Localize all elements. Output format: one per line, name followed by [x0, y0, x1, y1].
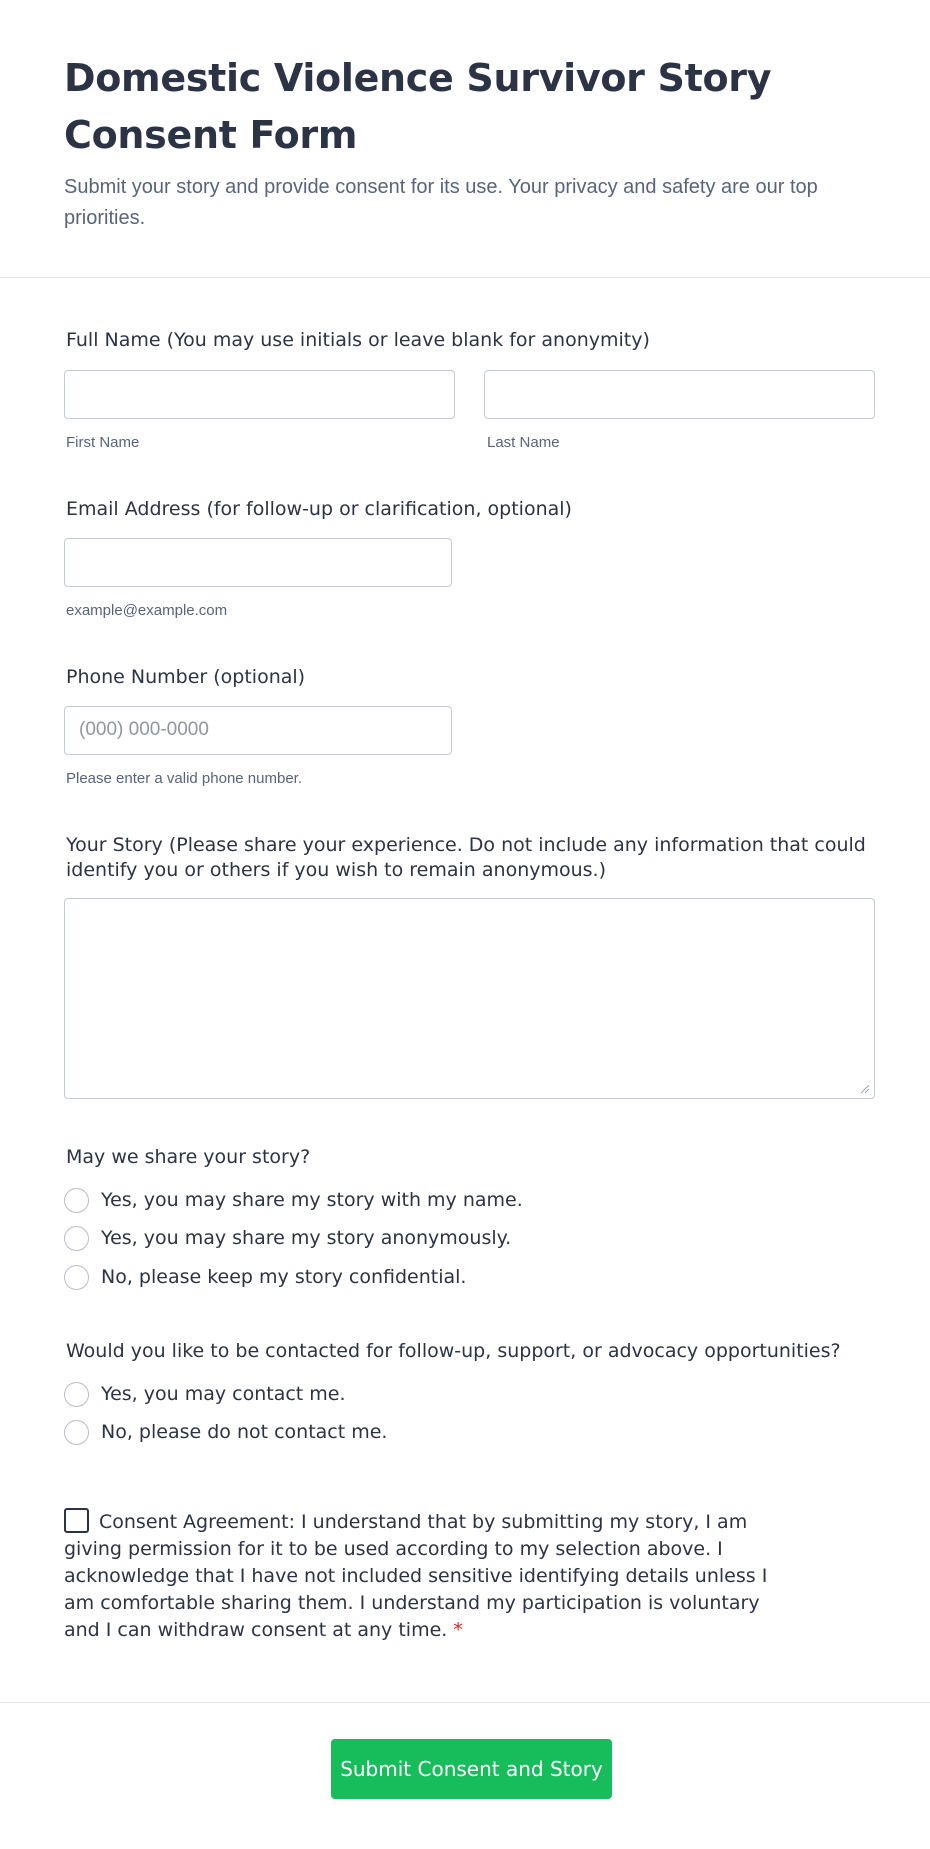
last-name-input[interactable] [484, 370, 875, 419]
radio-icon[interactable] [64, 1382, 89, 1407]
radio-icon[interactable] [64, 1226, 89, 1251]
share-option-confidential[interactable] [64, 1262, 466, 1292]
submit-button-label: Submit Consent and Story [340, 1757, 603, 1781]
phone-input[interactable] [64, 706, 452, 755]
radio-label: Yes, you may share my story anonymously. [101, 1227, 512, 1249]
radio-icon[interactable] [64, 1420, 89, 1445]
phone-label: Phone Number (optional) [66, 666, 306, 688]
radio-icon[interactable] [64, 1188, 89, 1213]
first-name-sublabel: First Name [66, 434, 140, 451]
radio-icon[interactable] [64, 1265, 89, 1290]
phone-sublabel: Please enter a valid phone number. [66, 770, 302, 787]
resize-handle-icon[interactable] [860, 1084, 870, 1094]
share-option-anonymously[interactable] [64, 1223, 511, 1253]
share-option-with-name[interactable] [64, 1185, 523, 1215]
last-name-sublabel: Last Name [487, 434, 560, 451]
page-title: Domestic Violence Survivor Story Consent Form [64, 56, 772, 157]
required-asterisk: * [453, 1619, 463, 1641]
radio-label: Yes, you may contact me. [101, 1383, 346, 1405]
contact-question-label: Would you like to be contacted for follow-up, support, or advocacy opportunities? [66, 1340, 841, 1362]
page-subtitle: Submit your story and provide consent for its use. Your privacy and safety are our top priorities. [64, 176, 818, 229]
footer-divider [0, 1702, 930, 1703]
email-label: Email Address (for follow-up or clarification, optional) [66, 498, 572, 520]
consent-agreement [64, 1508, 784, 1644]
first-name-input[interactable] [64, 370, 455, 419]
story-consent-form [0, 278, 930, 1781]
email-input[interactable] [64, 538, 452, 587]
share-question-label: May we share your story? [66, 1146, 311, 1168]
story-label: Your Story (Please share your experience. Do not include any information that could identify you or others if you wish to remain anonymous.) [66, 834, 866, 881]
contact-option-no[interactable] [64, 1417, 387, 1447]
radio-label: Yes, you may share my story with my name. [101, 1189, 523, 1211]
radio-label: No, please do not contact me. [101, 1421, 388, 1443]
story-textarea[interactable] [64, 898, 875, 1099]
form-header [0, 0, 930, 278]
full-name-label: Full Name (You may use initials or leave blank for anonymity) [66, 329, 650, 351]
submit-button[interactable] [331, 1739, 612, 1799]
consent-text: Consent Agreement: I understand that by submitting my story, I am giving permission for it to be used according to my selection above. I acknowledge that I have not included sensitive identifying details unless I am comfortable sharing them. I understand my participation is voluntary and I can withdraw consent at any time. [64, 1511, 768, 1641]
consent-checkbox[interactable] [64, 1508, 89, 1533]
radio-label: No, please keep my story confidential. [101, 1266, 467, 1288]
email-sublabel: example@example.com [66, 602, 228, 619]
phone-placeholder: (000) 000-0000 [79, 719, 209, 740]
contact-option-yes[interactable] [64, 1379, 346, 1409]
